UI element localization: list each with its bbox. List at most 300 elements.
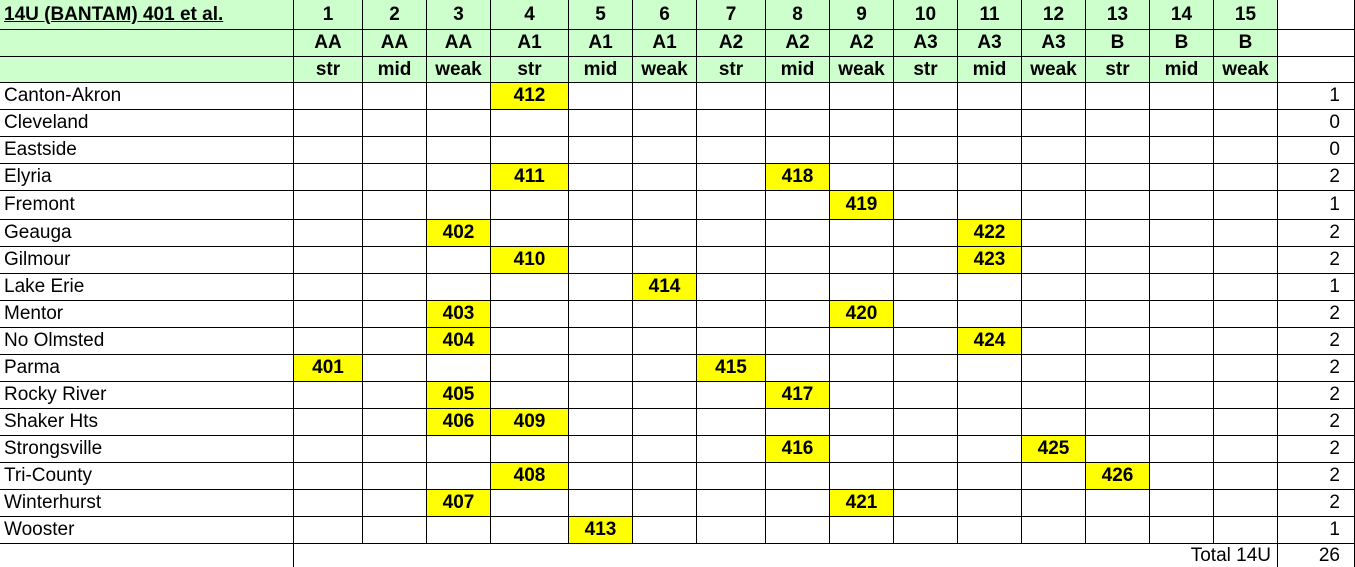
empty-cell[interactable]	[363, 517, 427, 544]
empty-cell[interactable]	[569, 355, 633, 382]
empty-cell[interactable]	[427, 83, 491, 110]
assignment-cell[interactable]: 422	[958, 220, 1022, 247]
header-count-blank[interactable]	[1278, 0, 1355, 30]
empty-cell[interactable]	[1214, 83, 1278, 110]
empty-cell[interactable]	[294, 301, 363, 328]
column-number[interactable]: 9	[830, 0, 894, 30]
assignment-cell[interactable]: 417	[766, 382, 830, 409]
empty-cell[interactable]	[1150, 490, 1214, 517]
empty-cell[interactable]	[697, 328, 766, 355]
team-name[interactable]: Eastside	[0, 137, 294, 164]
empty-cell[interactable]	[1150, 191, 1214, 220]
column-level[interactable]: B	[1150, 30, 1214, 57]
empty-cell[interactable]	[830, 463, 894, 490]
empty-cell[interactable]	[363, 274, 427, 301]
empty-cell[interactable]	[569, 382, 633, 409]
empty-cell[interactable]	[427, 355, 491, 382]
empty-cell[interactable]	[830, 83, 894, 110]
empty-cell[interactable]	[766, 274, 830, 301]
empty-cell[interactable]	[633, 164, 697, 191]
team-count[interactable]: 1	[1278, 274, 1355, 301]
assignment-cell[interactable]: 413	[569, 517, 633, 544]
assignment-cell[interactable]: 407	[427, 490, 491, 517]
empty-cell[interactable]	[766, 220, 830, 247]
column-number[interactable]: 7	[697, 0, 766, 30]
team-count[interactable]: 2	[1278, 220, 1355, 247]
empty-cell[interactable]	[363, 220, 427, 247]
column-number[interactable]: 12	[1022, 0, 1086, 30]
assignment-cell[interactable]: 421	[830, 490, 894, 517]
empty-cell[interactable]	[1086, 247, 1150, 274]
empty-cell[interactable]	[294, 191, 363, 220]
total-value[interactable]: 26	[1278, 544, 1355, 567]
empty-cell[interactable]	[1150, 328, 1214, 355]
empty-cell[interactable]	[958, 436, 1022, 463]
empty-cell[interactable]	[491, 328, 569, 355]
column-strength[interactable]: mid	[958, 57, 1022, 83]
empty-cell[interactable]	[569, 409, 633, 436]
empty-cell[interactable]	[633, 247, 697, 274]
column-level[interactable]: AA	[427, 30, 491, 57]
empty-cell[interactable]	[1150, 463, 1214, 490]
column-strength[interactable]: mid	[363, 57, 427, 83]
empty-cell[interactable]	[569, 191, 633, 220]
team-name[interactable]: Fremont	[0, 191, 294, 220]
empty-cell[interactable]	[569, 137, 633, 164]
empty-cell[interactable]	[1022, 110, 1086, 137]
empty-cell[interactable]	[1086, 83, 1150, 110]
team-count[interactable]: 2	[1278, 382, 1355, 409]
column-strength[interactable]: str	[491, 57, 569, 83]
team-count[interactable]: 2	[1278, 301, 1355, 328]
assignment-cell[interactable]: 412	[491, 83, 569, 110]
empty-cell[interactable]	[958, 517, 1022, 544]
empty-cell[interactable]	[1086, 220, 1150, 247]
empty-cell[interactable]	[633, 517, 697, 544]
empty-cell[interactable]	[697, 110, 766, 137]
empty-cell[interactable]	[633, 328, 697, 355]
empty-cell[interactable]	[894, 274, 958, 301]
empty-cell[interactable]	[1022, 137, 1086, 164]
column-level[interactable]: A1	[491, 30, 569, 57]
empty-cell[interactable]	[894, 220, 958, 247]
column-strength[interactable]: mid	[766, 57, 830, 83]
team-name[interactable]: Elyria	[0, 164, 294, 191]
empty-cell[interactable]	[1214, 463, 1278, 490]
empty-cell[interactable]	[1214, 382, 1278, 409]
column-number[interactable]: 3	[427, 0, 491, 30]
empty-cell[interactable]	[491, 191, 569, 220]
empty-cell[interactable]	[633, 137, 697, 164]
empty-cell[interactable]	[894, 247, 958, 274]
empty-cell[interactable]	[363, 490, 427, 517]
assignment-cell[interactable]: 423	[958, 247, 1022, 274]
header-count-blank[interactable]	[1278, 30, 1355, 57]
empty-cell[interactable]	[894, 517, 958, 544]
empty-cell[interactable]	[894, 490, 958, 517]
empty-cell[interactable]	[1214, 137, 1278, 164]
empty-cell[interactable]	[830, 220, 894, 247]
empty-cell[interactable]	[363, 301, 427, 328]
team-count[interactable]: 2	[1278, 409, 1355, 436]
empty-cell[interactable]	[1022, 247, 1086, 274]
empty-cell[interactable]	[491, 110, 569, 137]
column-strength[interactable]: mid	[569, 57, 633, 83]
empty-cell[interactable]	[569, 436, 633, 463]
empty-cell[interactable]	[830, 164, 894, 191]
column-number[interactable]: 8	[766, 0, 830, 30]
team-name[interactable]: Lake Erie	[0, 274, 294, 301]
empty-cell[interactable]	[1150, 355, 1214, 382]
column-strength[interactable]: str	[1086, 57, 1150, 83]
empty-cell[interactable]	[427, 247, 491, 274]
empty-cell[interactable]	[294, 83, 363, 110]
empty-cell[interactable]	[830, 382, 894, 409]
assignment-cell[interactable]: 410	[491, 247, 569, 274]
assignment-cell[interactable]: 403	[427, 301, 491, 328]
header-count-blank[interactable]	[1278, 57, 1355, 83]
empty-cell[interactable]	[363, 83, 427, 110]
empty-cell[interactable]	[363, 463, 427, 490]
empty-cell[interactable]	[958, 164, 1022, 191]
empty-cell[interactable]	[569, 328, 633, 355]
empty-cell[interactable]	[1214, 517, 1278, 544]
empty-cell[interactable]	[697, 382, 766, 409]
empty-cell[interactable]	[491, 220, 569, 247]
team-name[interactable]: Wooster	[0, 517, 294, 544]
empty-cell[interactable]	[633, 463, 697, 490]
empty-cell[interactable]	[1214, 247, 1278, 274]
empty-cell[interactable]	[697, 274, 766, 301]
empty-cell[interactable]	[1150, 382, 1214, 409]
team-count[interactable]: 2	[1278, 247, 1355, 274]
team-count[interactable]: 2	[1278, 328, 1355, 355]
empty-cell[interactable]	[1086, 191, 1150, 220]
empty-cell[interactable]	[697, 220, 766, 247]
empty-cell[interactable]	[569, 247, 633, 274]
empty-cell[interactable]	[1086, 164, 1150, 191]
assignment-cell[interactable]: 406	[427, 409, 491, 436]
empty-cell[interactable]	[633, 191, 697, 220]
column-number[interactable]: 5	[569, 0, 633, 30]
column-level[interactable]: A1	[633, 30, 697, 57]
empty-cell[interactable]	[1022, 382, 1086, 409]
empty-cell[interactable]	[569, 110, 633, 137]
empty-cell[interactable]	[697, 137, 766, 164]
empty-cell[interactable]	[958, 490, 1022, 517]
empty-cell[interactable]	[830, 517, 894, 544]
empty-cell[interactable]	[633, 110, 697, 137]
empty-cell[interactable]	[427, 110, 491, 137]
column-strength[interactable]: weak	[633, 57, 697, 83]
empty-cell[interactable]	[1086, 137, 1150, 164]
header-blank[interactable]	[0, 57, 294, 83]
empty-cell[interactable]	[294, 164, 363, 191]
empty-cell[interactable]	[830, 247, 894, 274]
empty-cell[interactable]	[294, 517, 363, 544]
empty-cell[interactable]	[633, 382, 697, 409]
empty-cell[interactable]	[294, 247, 363, 274]
empty-cell[interactable]	[1086, 110, 1150, 137]
empty-cell[interactable]	[766, 463, 830, 490]
empty-cell[interactable]	[491, 490, 569, 517]
empty-cell[interactable]	[1150, 274, 1214, 301]
empty-cell[interactable]	[766, 137, 830, 164]
empty-cell[interactable]	[363, 247, 427, 274]
empty-cell[interactable]	[1150, 164, 1214, 191]
empty-cell[interactable]	[1022, 463, 1086, 490]
empty-cell[interactable]	[766, 301, 830, 328]
column-number[interactable]: 13	[1086, 0, 1150, 30]
empty-cell[interactable]	[491, 436, 569, 463]
team-count[interactable]: 2	[1278, 355, 1355, 382]
column-level[interactable]: A3	[894, 30, 958, 57]
empty-cell[interactable]	[569, 301, 633, 328]
empty-cell[interactable]	[1022, 409, 1086, 436]
empty-cell[interactable]	[697, 301, 766, 328]
empty-cell[interactable]	[766, 490, 830, 517]
empty-cell[interactable]	[294, 436, 363, 463]
empty-cell[interactable]	[1150, 436, 1214, 463]
empty-cell[interactable]	[766, 110, 830, 137]
assignment-cell[interactable]: 411	[491, 164, 569, 191]
empty-cell[interactable]	[1086, 517, 1150, 544]
empty-cell[interactable]	[1214, 355, 1278, 382]
empty-cell[interactable]	[569, 274, 633, 301]
empty-cell[interactable]	[1086, 274, 1150, 301]
empty-cell[interactable]	[958, 191, 1022, 220]
assignment-cell[interactable]: 425	[1022, 436, 1086, 463]
empty-cell[interactable]	[491, 137, 569, 164]
empty-cell[interactable]	[958, 83, 1022, 110]
empty-cell[interactable]	[491, 355, 569, 382]
empty-cell[interactable]	[1150, 517, 1214, 544]
empty-cell[interactable]	[1086, 355, 1150, 382]
empty-cell[interactable]	[1086, 436, 1150, 463]
empty-cell[interactable]	[633, 220, 697, 247]
column-level[interactable]: A2	[766, 30, 830, 57]
assignment-cell[interactable]: 402	[427, 220, 491, 247]
assignment-cell[interactable]: 419	[830, 191, 894, 220]
empty-cell[interactable]	[697, 191, 766, 220]
team-name[interactable]: Tri-County	[0, 463, 294, 490]
empty-cell[interactable]	[1214, 164, 1278, 191]
empty-cell[interactable]	[1086, 301, 1150, 328]
team-count[interactable]: 2	[1278, 463, 1355, 490]
empty-cell[interactable]	[958, 110, 1022, 137]
empty-cell[interactable]	[363, 436, 427, 463]
empty-cell[interactable]	[1214, 110, 1278, 137]
team-name[interactable]: No Olmsted	[0, 328, 294, 355]
assignment-cell[interactable]: 409	[491, 409, 569, 436]
empty-cell[interactable]	[766, 409, 830, 436]
assignment-cell[interactable]: 408	[491, 463, 569, 490]
empty-cell[interactable]	[1086, 490, 1150, 517]
assignment-cell[interactable]: 414	[633, 274, 697, 301]
assignment-cell[interactable]: 415	[697, 355, 766, 382]
empty-cell[interactable]	[1086, 409, 1150, 436]
empty-cell[interactable]	[1150, 301, 1214, 328]
assignment-cell[interactable]: 420	[830, 301, 894, 328]
empty-cell[interactable]	[766, 355, 830, 382]
empty-cell[interactable]	[697, 463, 766, 490]
empty-cell[interactable]	[491, 274, 569, 301]
team-name[interactable]: Mentor	[0, 301, 294, 328]
empty-cell[interactable]	[363, 409, 427, 436]
empty-cell[interactable]	[1022, 301, 1086, 328]
empty-cell[interactable]	[633, 301, 697, 328]
team-name[interactable]: Shaker Hts	[0, 409, 294, 436]
column-level[interactable]: A1	[569, 30, 633, 57]
column-level[interactable]: A3	[1022, 30, 1086, 57]
empty-cell[interactable]	[427, 137, 491, 164]
column-number[interactable]: 6	[633, 0, 697, 30]
empty-cell[interactable]	[1022, 517, 1086, 544]
column-strength[interactable]: str	[294, 57, 363, 83]
empty-cell[interactable]	[697, 83, 766, 110]
empty-cell[interactable]	[1022, 490, 1086, 517]
empty-cell[interactable]	[894, 301, 958, 328]
empty-cell[interactable]	[697, 436, 766, 463]
empty-cell[interactable]	[958, 301, 1022, 328]
team-count[interactable]: 1	[1278, 191, 1355, 220]
empty-cell[interactable]	[894, 409, 958, 436]
empty-cell[interactable]	[894, 137, 958, 164]
empty-cell[interactable]	[294, 382, 363, 409]
empty-cell[interactable]	[1086, 328, 1150, 355]
team-name[interactable]: Rocky River	[0, 382, 294, 409]
empty-cell[interactable]	[633, 436, 697, 463]
sheet-title[interactable]: 14U (BANTAM) 401 et al.	[0, 0, 294, 30]
empty-cell[interactable]	[958, 409, 1022, 436]
empty-cell[interactable]	[1022, 328, 1086, 355]
total-label[interactable]: Total 14U	[294, 544, 1278, 567]
empty-cell[interactable]	[830, 137, 894, 164]
empty-cell[interactable]	[958, 137, 1022, 164]
empty-cell[interactable]	[491, 382, 569, 409]
column-strength[interactable]: mid	[1150, 57, 1214, 83]
empty-cell[interactable]	[766, 191, 830, 220]
empty-cell[interactable]	[766, 83, 830, 110]
team-count[interactable]: 2	[1278, 436, 1355, 463]
assignment-cell[interactable]: 426	[1086, 463, 1150, 490]
empty-cell[interactable]	[633, 83, 697, 110]
empty-cell[interactable]	[294, 490, 363, 517]
empty-cell[interactable]	[958, 382, 1022, 409]
empty-cell[interactable]	[697, 164, 766, 191]
column-number[interactable]: 2	[363, 0, 427, 30]
empty-cell[interactable]	[427, 463, 491, 490]
empty-cell[interactable]	[294, 409, 363, 436]
empty-cell[interactable]	[569, 164, 633, 191]
empty-cell[interactable]	[1022, 83, 1086, 110]
empty-cell[interactable]	[363, 110, 427, 137]
empty-cell[interactable]	[1214, 328, 1278, 355]
empty-cell[interactable]	[1150, 247, 1214, 274]
column-level[interactable]: A2	[830, 30, 894, 57]
column-number[interactable]: 15	[1214, 0, 1278, 30]
column-level[interactable]: AA	[363, 30, 427, 57]
column-strength[interactable]: str	[697, 57, 766, 83]
team-count[interactable]: 1	[1278, 83, 1355, 110]
column-level[interactable]: A2	[697, 30, 766, 57]
empty-cell[interactable]	[958, 355, 1022, 382]
team-name[interactable]: Parma	[0, 355, 294, 382]
assignment-cell[interactable]: 416	[766, 436, 830, 463]
team-count[interactable]: 0	[1278, 110, 1355, 137]
empty-cell[interactable]	[894, 328, 958, 355]
team-name[interactable]: Strongsville	[0, 436, 294, 463]
column-strength[interactable]: weak	[830, 57, 894, 83]
column-level[interactable]: A3	[958, 30, 1022, 57]
empty-cell[interactable]	[633, 490, 697, 517]
assignment-cell[interactable]: 418	[766, 164, 830, 191]
empty-cell[interactable]	[294, 110, 363, 137]
empty-cell[interactable]	[894, 83, 958, 110]
empty-cell[interactable]	[569, 220, 633, 247]
empty-cell[interactable]	[894, 436, 958, 463]
team-count[interactable]: 2	[1278, 164, 1355, 191]
empty-cell[interactable]	[633, 355, 697, 382]
empty-cell[interactable]	[1022, 355, 1086, 382]
empty-cell[interactable]	[830, 274, 894, 301]
column-strength[interactable]: weak	[427, 57, 491, 83]
empty-cell[interactable]	[1022, 164, 1086, 191]
empty-cell[interactable]	[1214, 409, 1278, 436]
assignment-cell[interactable]: 404	[427, 328, 491, 355]
column-level[interactable]: AA	[294, 30, 363, 57]
assignment-cell[interactable]: 405	[427, 382, 491, 409]
column-number[interactable]: 10	[894, 0, 958, 30]
column-number[interactable]: 14	[1150, 0, 1214, 30]
empty-cell[interactable]	[1214, 274, 1278, 301]
empty-cell[interactable]	[1022, 274, 1086, 301]
assignment-cell[interactable]: 424	[958, 328, 1022, 355]
column-level[interactable]: B	[1214, 30, 1278, 57]
empty-cell[interactable]	[958, 463, 1022, 490]
empty-cell[interactable]	[294, 220, 363, 247]
empty-cell[interactable]	[830, 409, 894, 436]
empty-cell[interactable]	[1214, 220, 1278, 247]
empty-cell[interactable]	[1150, 409, 1214, 436]
empty-cell[interactable]	[1022, 191, 1086, 220]
column-number[interactable]: 4	[491, 0, 569, 30]
empty-cell[interactable]	[363, 164, 427, 191]
empty-cell[interactable]	[697, 490, 766, 517]
empty-cell[interactable]	[894, 164, 958, 191]
empty-cell[interactable]	[427, 517, 491, 544]
empty-cell[interactable]	[491, 301, 569, 328]
header-blank[interactable]	[0, 30, 294, 57]
empty-cell[interactable]	[363, 191, 427, 220]
empty-cell[interactable]	[697, 247, 766, 274]
empty-cell[interactable]	[894, 463, 958, 490]
empty-cell[interactable]	[491, 517, 569, 544]
team-count[interactable]: 1	[1278, 517, 1355, 544]
column-level[interactable]: B	[1086, 30, 1150, 57]
empty-cell[interactable]	[894, 382, 958, 409]
empty-cell[interactable]	[1086, 382, 1150, 409]
empty-cell[interactable]	[427, 191, 491, 220]
column-strength[interactable]: weak	[1022, 57, 1086, 83]
empty-cell[interactable]	[363, 137, 427, 164]
team-name[interactable]: Geauga	[0, 220, 294, 247]
empty-cell[interactable]	[633, 409, 697, 436]
empty-cell[interactable]	[1214, 301, 1278, 328]
empty-cell[interactable]	[427, 436, 491, 463]
empty-cell[interactable]	[1214, 436, 1278, 463]
empty-cell[interactable]	[294, 274, 363, 301]
